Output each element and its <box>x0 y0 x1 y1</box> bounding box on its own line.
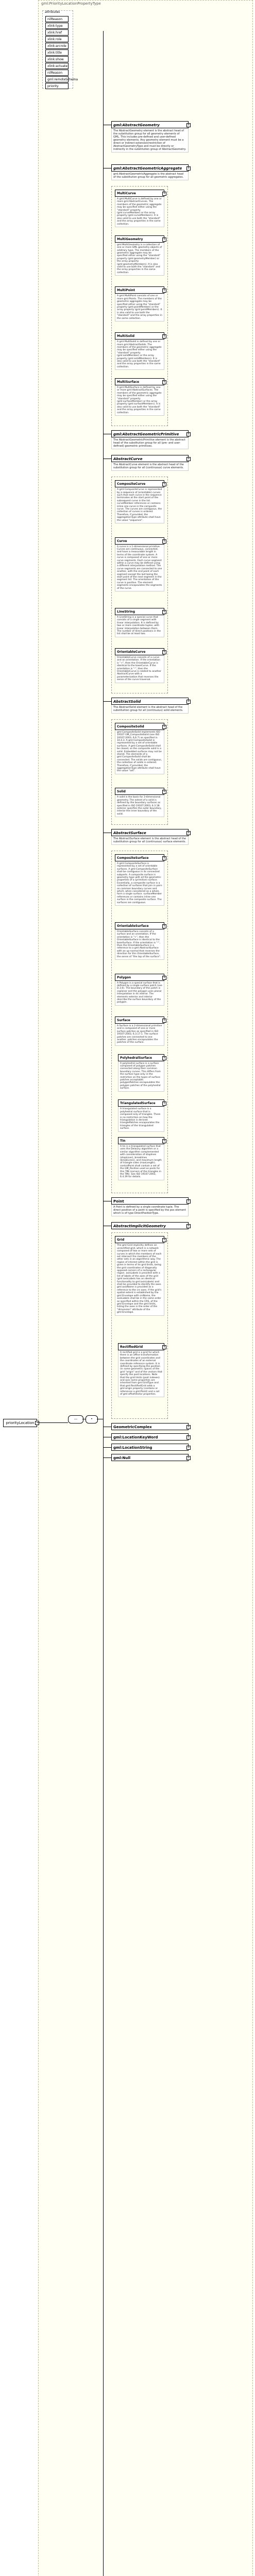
type-title: gml:PriorityLocationPropertyType <box>41 2 101 6</box>
element-label: TriangulatedSurface <box>120 1101 156 1106</box>
expand-icon[interactable]: + <box>187 166 190 170</box>
substitution-member <box>115 1236 164 1315</box>
element-documentation: The AbstractGeometry element is the abstract head of the substitution group for all geometry elements of GML. This includes pre-defined and user-defined geometry elements. Any geometry element must be a direct or indirect extension/restriction of AbstractGeometryType and must be directly or indirectly in the substitution group of AbstractGeometry. <box>111 128 189 152</box>
element-documentation: A LineString is a special curve that consists of a single segment with linear interpolation. It is defined by two or more coordinate tuples, with linear interpolation between them. The number of direct positions in the list shall be at least two. <box>115 615 164 637</box>
expand-icon[interactable]: + <box>187 457 190 461</box>
element-label: gml:Null <box>113 1456 131 1461</box>
expand-icon[interactable]: + <box>163 1019 166 1022</box>
attribute-item[interactable]: xlink:role <box>45 36 69 42</box>
choice-item <box>111 1433 189 1440</box>
choice-item <box>111 1423 189 1430</box>
schema-element[interactable] <box>115 235 164 243</box>
schema-element[interactable] <box>111 1197 189 1205</box>
element-documentation: gml:MultiGeometry is a collection of one or more GML geometry objects of arbitrary type. The members of the geometric aggregate may be specified either using the "standard" property (gml:geometryMember) or the array property (gml:geometryMembers). It is also valid to use both the "standard" and the array properties in the same collection. <box>115 243 164 276</box>
expand-icon[interactable]: + <box>163 724 166 728</box>
element-label: Polygon <box>117 975 131 979</box>
sequence-compositor: --- <box>68 1415 83 1423</box>
element-documentation: A gml:MultiSolid is defined by one or more gml:AbstractSolids. The members of the geometric aggregate may be specified either using the "standard" property (gml:solidMember) or the array property (gml:solidMembers). It is also valid to use both the "standard" and the array properties in the same collection. <box>115 340 164 370</box>
choice-item <box>111 829 189 845</box>
element-label: gml:AbstractGeometry <box>113 123 160 127</box>
element-label: RectifiedGrid <box>120 1345 143 1349</box>
schema-element[interactable] <box>115 922 164 929</box>
element-label: gml:AbstractGeometricAggregate <box>113 166 182 171</box>
attribute-item[interactable]: nilReason <box>45 16 69 22</box>
element-label: Point <box>113 1199 124 1204</box>
element-label: CompositeSolid <box>117 724 144 728</box>
choice-item <box>111 1222 189 1229</box>
expand-icon[interactable]: + <box>187 699 190 703</box>
schema-element[interactable] <box>111 455 189 462</box>
schema-element[interactable] <box>118 1099 164 1107</box>
choice-compositor: • <box>86 1415 98 1423</box>
element-documentation: A Polygon is a special surface that is defined by a single surface patch (see D.3.6). The boundary of this patch is coplanar and the polygon uses planar interpolation in its interior. The elements exterior and interior describe the surface boundary of the polygon. <box>115 981 164 1006</box>
schema-element[interactable] <box>111 1433 189 1440</box>
element-label: OrientableSurface <box>117 924 149 928</box>
expand-icon[interactable]: + <box>163 609 166 614</box>
connector-line <box>37 1422 68 1423</box>
schema-element[interactable] <box>115 854 164 861</box>
expand-icon[interactable]: + <box>163 539 166 543</box>
element-documentation: A rectified grid is a grid for which there is an affine transformation between the grid coordinates and the coordinates of an external coordinate reference system. It is defined by specifying the position (in some geometric space) of the grid "origin" and of the vectors that specify the post locations. Note that the grid limits (post indexes) and axis name properties are inherited from gml:GridType and that gml:RectifiedGrid adds a gml:origin property (contains or references a gml:Point) and a set of gml:offsetVector properties. <box>118 1350 164 1398</box>
element-label: gml:AbstractGeometricPrimitive <box>113 432 179 437</box>
schema-element[interactable] <box>115 378 164 385</box>
schema-element[interactable] <box>111 829 189 836</box>
attribute-item[interactable]: priority <box>45 83 69 89</box>
element-documentation: A triangulated surface is a polyhedral surface that is composed only of triangles. There is no restriction on how the triangulation is derived. trianglePatches encapsulates the triangles of the triangulated surface. <box>118 1107 164 1131</box>
element-label: AbstractCurve <box>113 457 143 462</box>
attribute-item[interactable]: xlink:href <box>45 29 69 36</box>
element-label: PolyhedralSurface <box>120 1056 152 1060</box>
expand-icon[interactable]: + <box>187 123 190 127</box>
element-documentation: The AbstractSolid element is the abstract head of the substituition group for all (continuous) solid elements. <box>111 705 189 714</box>
schema-element[interactable] <box>118 1054 164 1061</box>
expand-icon[interactable]: + <box>163 334 166 338</box>
substitution-member <box>115 648 164 683</box>
element-label: OrientableCurve <box>117 650 146 654</box>
element-documentation: The gml:Grid implicitly defines an unrectified grid, which is a network composed of two or more sets of curves in which the members of each set intersect the members of the other sets in an algorithmic way. The region of interest within the grid is given in terms of its gml:limits, being the grid coordinates of diagonally opposed corners of a rectangular region. axisLabels is provided with a list of labels of the axes of the grid (gml:axisLabels has an identical functionality to gml:axisLabels) and shall be provided to identify the axes. gml:axisName is provided as a reference to the crs axes. If the grid's spatial extent is established by the gml:Envelope with srsName, the axisLabels shall be in the same order as specified within the CRS, of the gml:Envelope and the gml:limits, listing the axes in the order of the "dimension" attribute of the gml:Envelope. <box>115 1243 164 1315</box>
substitution-member <box>115 723 164 774</box>
element-label: MultiGeometry <box>117 237 143 241</box>
expand-icon[interactable]: + <box>163 380 166 384</box>
schema-element[interactable] <box>115 1236 164 1243</box>
schema-element[interactable] <box>111 121 189 128</box>
element-label: MultiCurve <box>117 192 136 195</box>
attribute-item[interactable]: nilReason <box>45 70 69 76</box>
expand-icon[interactable]: + <box>163 924 166 928</box>
element-documentation: A gml:CompositeCurve is represented by a sequence of (orientable) curves such that each curve in the sequence terminates at the start point of the subsequent curve in the list. curveMember references or contains inline one curve in the composite curve. The curves are contiguous, the collection of curves is ordered. Therefore, if provided, the aggregationType attribute shall have the value "sequence". <box>115 487 164 523</box>
schema-element[interactable] <box>111 1444 189 1451</box>
element-label: LineString <box>117 609 135 614</box>
choice-item <box>111 164 189 180</box>
expand-icon[interactable]: + <box>187 432 190 436</box>
choice-item <box>111 698 189 714</box>
element-label: CompositeSurface <box>117 856 149 860</box>
substitution-group <box>111 186 168 426</box>
element-documentation: A Surface is a 2-dimensional primitive and is composed of one or more surface patches as specified in ISO 19107:2003, 6.3.17.1. The surface patches are connected to one another. patches encapsulates the patches of the surface. <box>115 1024 164 1046</box>
schema-element[interactable] <box>115 286 164 294</box>
expand-icon[interactable]: + <box>163 1238 166 1242</box>
schema-element[interactable] <box>111 164 189 172</box>
element-label: AbstractSolid <box>113 699 141 704</box>
substitution-member <box>115 788 164 817</box>
root-element[interactable] <box>3 1419 37 1427</box>
element-documentation: A solid is the basis for 3-dimensional geometry. The extent of a solid is defined by the boundary surfaces as specified in ISO 19107:2003, 6.3.18. exterior specifies the outer boundary, interior the inner boundary of the solid. <box>115 795 164 817</box>
expand-icon[interactable]: + <box>187 1456 190 1460</box>
element-documentation: A gml:MultiPoint consists of one or more gml:Points. The members of the geometric aggregate may be specified either using the "standard" property (gml:pointMember) or the array property (gml:pointMembers). It is also valid to use both the "standard" and the array properties in the same collection. <box>115 294 164 321</box>
element-label: MultiSolid <box>117 334 135 338</box>
expand-icon[interactable]: + <box>163 289 166 293</box>
element-documentation: OrientableCurve consists of a curve and an orientation. If the orientation is "+", then the OrientableCurve is identical to the baseCurve. If the orientation is "-", then the OrientableCurve is related to another AbstractCurve with a parameterization that reverses the sense of the curve traversal. <box>115 655 164 683</box>
attribute-item[interactable]: xlink:type <box>45 23 69 29</box>
substitution-member <box>118 1054 164 1092</box>
schema-element[interactable] <box>115 190 164 197</box>
element-documentation: gml:CompositeSolid implements ISO 19107 GM_CompositeSolid (see ISO 19107:2003, 6.6.7) as specified in 10.4.3. A gml:CompositeSolid is represented by a set of orientable surfaces. A gml:CompositeSolid shall be closed, so the composite solid is a solid. Embedded surfaces may not be stored. The elements of a gml:CompositeSolid shall be connected. The solids are contiguous, the collection of solids is ordered. Therefore, if provided, the aggregationType attribute shall have the value "set". <box>115 730 164 774</box>
substitution-member <box>118 1099 164 1131</box>
element-label: AbstractSurface <box>113 831 146 835</box>
attribute-item[interactable]: xlink:show <box>45 56 69 62</box>
element-label: MultiPoint <box>117 289 135 293</box>
connector-line <box>103 701 111 702</box>
element-label: Tin <box>120 1139 126 1143</box>
attribute-item[interactable]: gml:remoteSchema <box>45 76 69 82</box>
substitution-member <box>115 922 164 960</box>
element-label: AbstractImplicitGeometry <box>113 1224 166 1229</box>
element-label: MultiSurface <box>117 380 140 384</box>
element-documentation: The AbstractGeometricPrimitive element is the abstract head of the substitution group for all (pre- and user-defined) geometric primitives. <box>111 437 189 449</box>
substitution-member <box>115 1016 164 1046</box>
substitution-member <box>115 854 164 906</box>
substitution-member <box>115 190 164 227</box>
element-documentation: The AbstractCurve element is the abstract head of the substitution group for all (continuous) curve elements. <box>111 462 189 471</box>
schema-element[interactable] <box>115 788 164 795</box>
substitution-group <box>111 719 168 825</box>
schema-element[interactable] <box>115 1016 164 1024</box>
expand-icon[interactable]: + <box>163 1056 166 1060</box>
schema-element[interactable] <box>111 698 189 705</box>
element-documentation: A curve is a 1-dimensional primitive. Curves are continuous, connected, and have a measurable length in terms of the coordinate system. A curve is composed of one or more curve segments. Each curve segment within a curve may be defined using a different interpolation method. The curve segments are connected to one another, with the end point of each segment except the last being the start point of the next segment in the segment list. The orientation of the curve is positive. The element segments encapsulates the segments of the curve. <box>115 545 164 592</box>
element-documentation: The AbstractSurface element is the abstract head of the substitution group for all (continuous) surface elements. <box>111 836 189 845</box>
attributes-label: attributes <box>45 10 60 14</box>
schema-element[interactable] <box>118 1137 164 1144</box>
expand-icon[interactable]: + <box>187 1425 190 1429</box>
schema-element[interactable] <box>115 480 164 487</box>
attribute-item[interactable]: xlink:arcrole <box>45 43 69 49</box>
schema-element[interactable] <box>115 608 164 615</box>
schema-element[interactable] <box>115 974 164 981</box>
expand-icon[interactable]: + <box>163 192 166 195</box>
element-label: GeometricComplex <box>113 1425 152 1430</box>
substitution-group <box>111 851 168 1193</box>
choice-item <box>111 455 189 471</box>
schema-element[interactable] <box>111 1222 189 1229</box>
expand-icon[interactable]: + <box>163 1101 166 1106</box>
element-label: Curve <box>117 539 127 543</box>
attribute-item[interactable]: xlink:title <box>45 49 69 56</box>
element-label: CompositeCurve <box>117 482 146 486</box>
substitution-group <box>111 1232 168 1419</box>
element-documentation: OrientableSurface consists of a surface and an orientation. If the orientation is "+", then the OrientableSurface is identical to the baseSurface. If the orientation is "-", then the OrientableSurface is a reference to a gml:AbstractSurface with an up-normal that reverses the direction for this OrientableSurface, the sense of "the top of the surface". <box>115 929 164 960</box>
substitution-member <box>115 537 164 592</box>
choice-item <box>111 1454 189 1461</box>
expand-icon[interactable]: + <box>163 237 166 241</box>
expand-icon[interactable]: + <box>187 831 190 835</box>
expand-icon[interactable]: + <box>163 1139 166 1143</box>
expand-icon[interactable]: + <box>163 482 166 486</box>
substitution-member <box>118 1137 164 1180</box>
substitution-member <box>118 1343 164 1398</box>
choice-item <box>111 1444 189 1451</box>
element-documentation: A tin is a triangulated surface that uses the Delauny algorithm or a similar algorithm complemented with consideration of stoplines (stopLines), breaklines (breakLines), and maximum length of triangle sides (maxLength). controlPoint shall contain a set of the GM_Position used as posts for this TIN (corners of the triangles in the TIN). See ISO 19107:2003, 6.4.39 for details. <box>118 1144 164 1180</box>
schema-element[interactable] <box>115 332 164 340</box>
substitution-member <box>115 332 164 370</box>
element-label: Surface <box>117 1019 130 1022</box>
schema-element[interactable] <box>115 537 164 545</box>
schema-element[interactable] <box>111 1454 189 1461</box>
schema-element[interactable] <box>111 430 189 437</box>
schema-element[interactable] <box>111 1423 189 1430</box>
choice-item <box>111 430 189 449</box>
element-documentation: gml:AbstractGeometricAggregate is the abstract head of the substitution group for all geometric aggregates. <box>111 172 189 180</box>
choice-rail <box>103 31 104 2576</box>
expand-icon[interactable]: + <box>163 856 166 860</box>
element-documentation: A gml:MultiCurve is defined by one or more gml:AbstractCurves. The members of the geometric aggregate may be specified either using the "standard" property (gml:curveMember) or the array property (gml:curveMembers). It is also valid to use both the "standard" and the array properties in the same collection. <box>115 197 164 227</box>
element-label: Solid <box>117 790 126 794</box>
expand-icon[interactable]: + <box>163 1345 166 1349</box>
element-documentation: A polyhedral surface is a surface composed of polygon patches connected along their common boundary curves. This differs from the surface type only in the restriction on the types of surface patches acceptable. polygonPatches encapsulates the polygon patches of the polyhedral surface. <box>118 1061 164 1092</box>
substitution-member <box>115 608 164 637</box>
element-documentation: A gml:CompositeSurface is represented by a set of orientable surfaces. A gml:CompositeSurface shall be contiguous in its connected subparts. A composite surface is geometry type with all the geometric properties of a (primitive) surface. Essentially, a composite surface is a collection of surfaces that join in pairs on common boundary curves and which, when considered as a whole, form a single surface. surfaceMember references or contains inline one surface in the composite surface. The surfaces are contiguous. <box>115 861 164 906</box>
choice-item <box>111 121 189 152</box>
element-documentation: A gml:MultiSurface is defined by one or more gml:AbstractSurfaces. The members of the geometric aggregate may be specified either using the "standard" property (gml:surfaceMember) or the array property (gml:surfaceMembers). It is also valid to use both the "standard" and the array properties in the same collection. <box>115 385 164 416</box>
expand-icon[interactable]: - <box>35 1421 39 1425</box>
substitution-member <box>115 378 164 416</box>
attributes-group <box>42 10 78 89</box>
expand-icon[interactable]: + <box>163 975 166 979</box>
connector-line <box>103 1447 111 1448</box>
expand-icon[interactable]: + <box>187 1446 190 1450</box>
expand-icon[interactable]: + <box>187 1199 190 1204</box>
schema-element[interactable] <box>118 1343 164 1350</box>
schema-element[interactable] <box>115 723 164 730</box>
element-label: Grid <box>117 1238 125 1242</box>
substitution-member <box>115 974 164 1006</box>
substitution-member <box>115 235 164 276</box>
expand-icon[interactable]: + <box>187 1435 190 1439</box>
attribute-item[interactable]: xlink:actuate <box>45 63 69 69</box>
root-element-label: priorityLocation <box>6 1421 35 1425</box>
element-documentation: A Point is defined by a single coordinate tuple. The direct position of a point is specified by the pos element which is of type DirectPositionType. <box>111 1205 189 1216</box>
substitution-member <box>115 480 164 523</box>
substitution-group <box>111 477 168 693</box>
element-label: gml:LocationKeyWord <box>113 1435 158 1440</box>
expand-icon[interactable]: + <box>163 650 166 654</box>
expand-icon[interactable]: + <box>163 790 166 794</box>
schema-element[interactable] <box>115 648 164 655</box>
choice-item <box>111 1197 189 1216</box>
expand-icon[interactable]: + <box>187 1224 190 1228</box>
substitution-member <box>115 286 164 321</box>
element-label: gml:LocationString <box>113 1446 152 1450</box>
